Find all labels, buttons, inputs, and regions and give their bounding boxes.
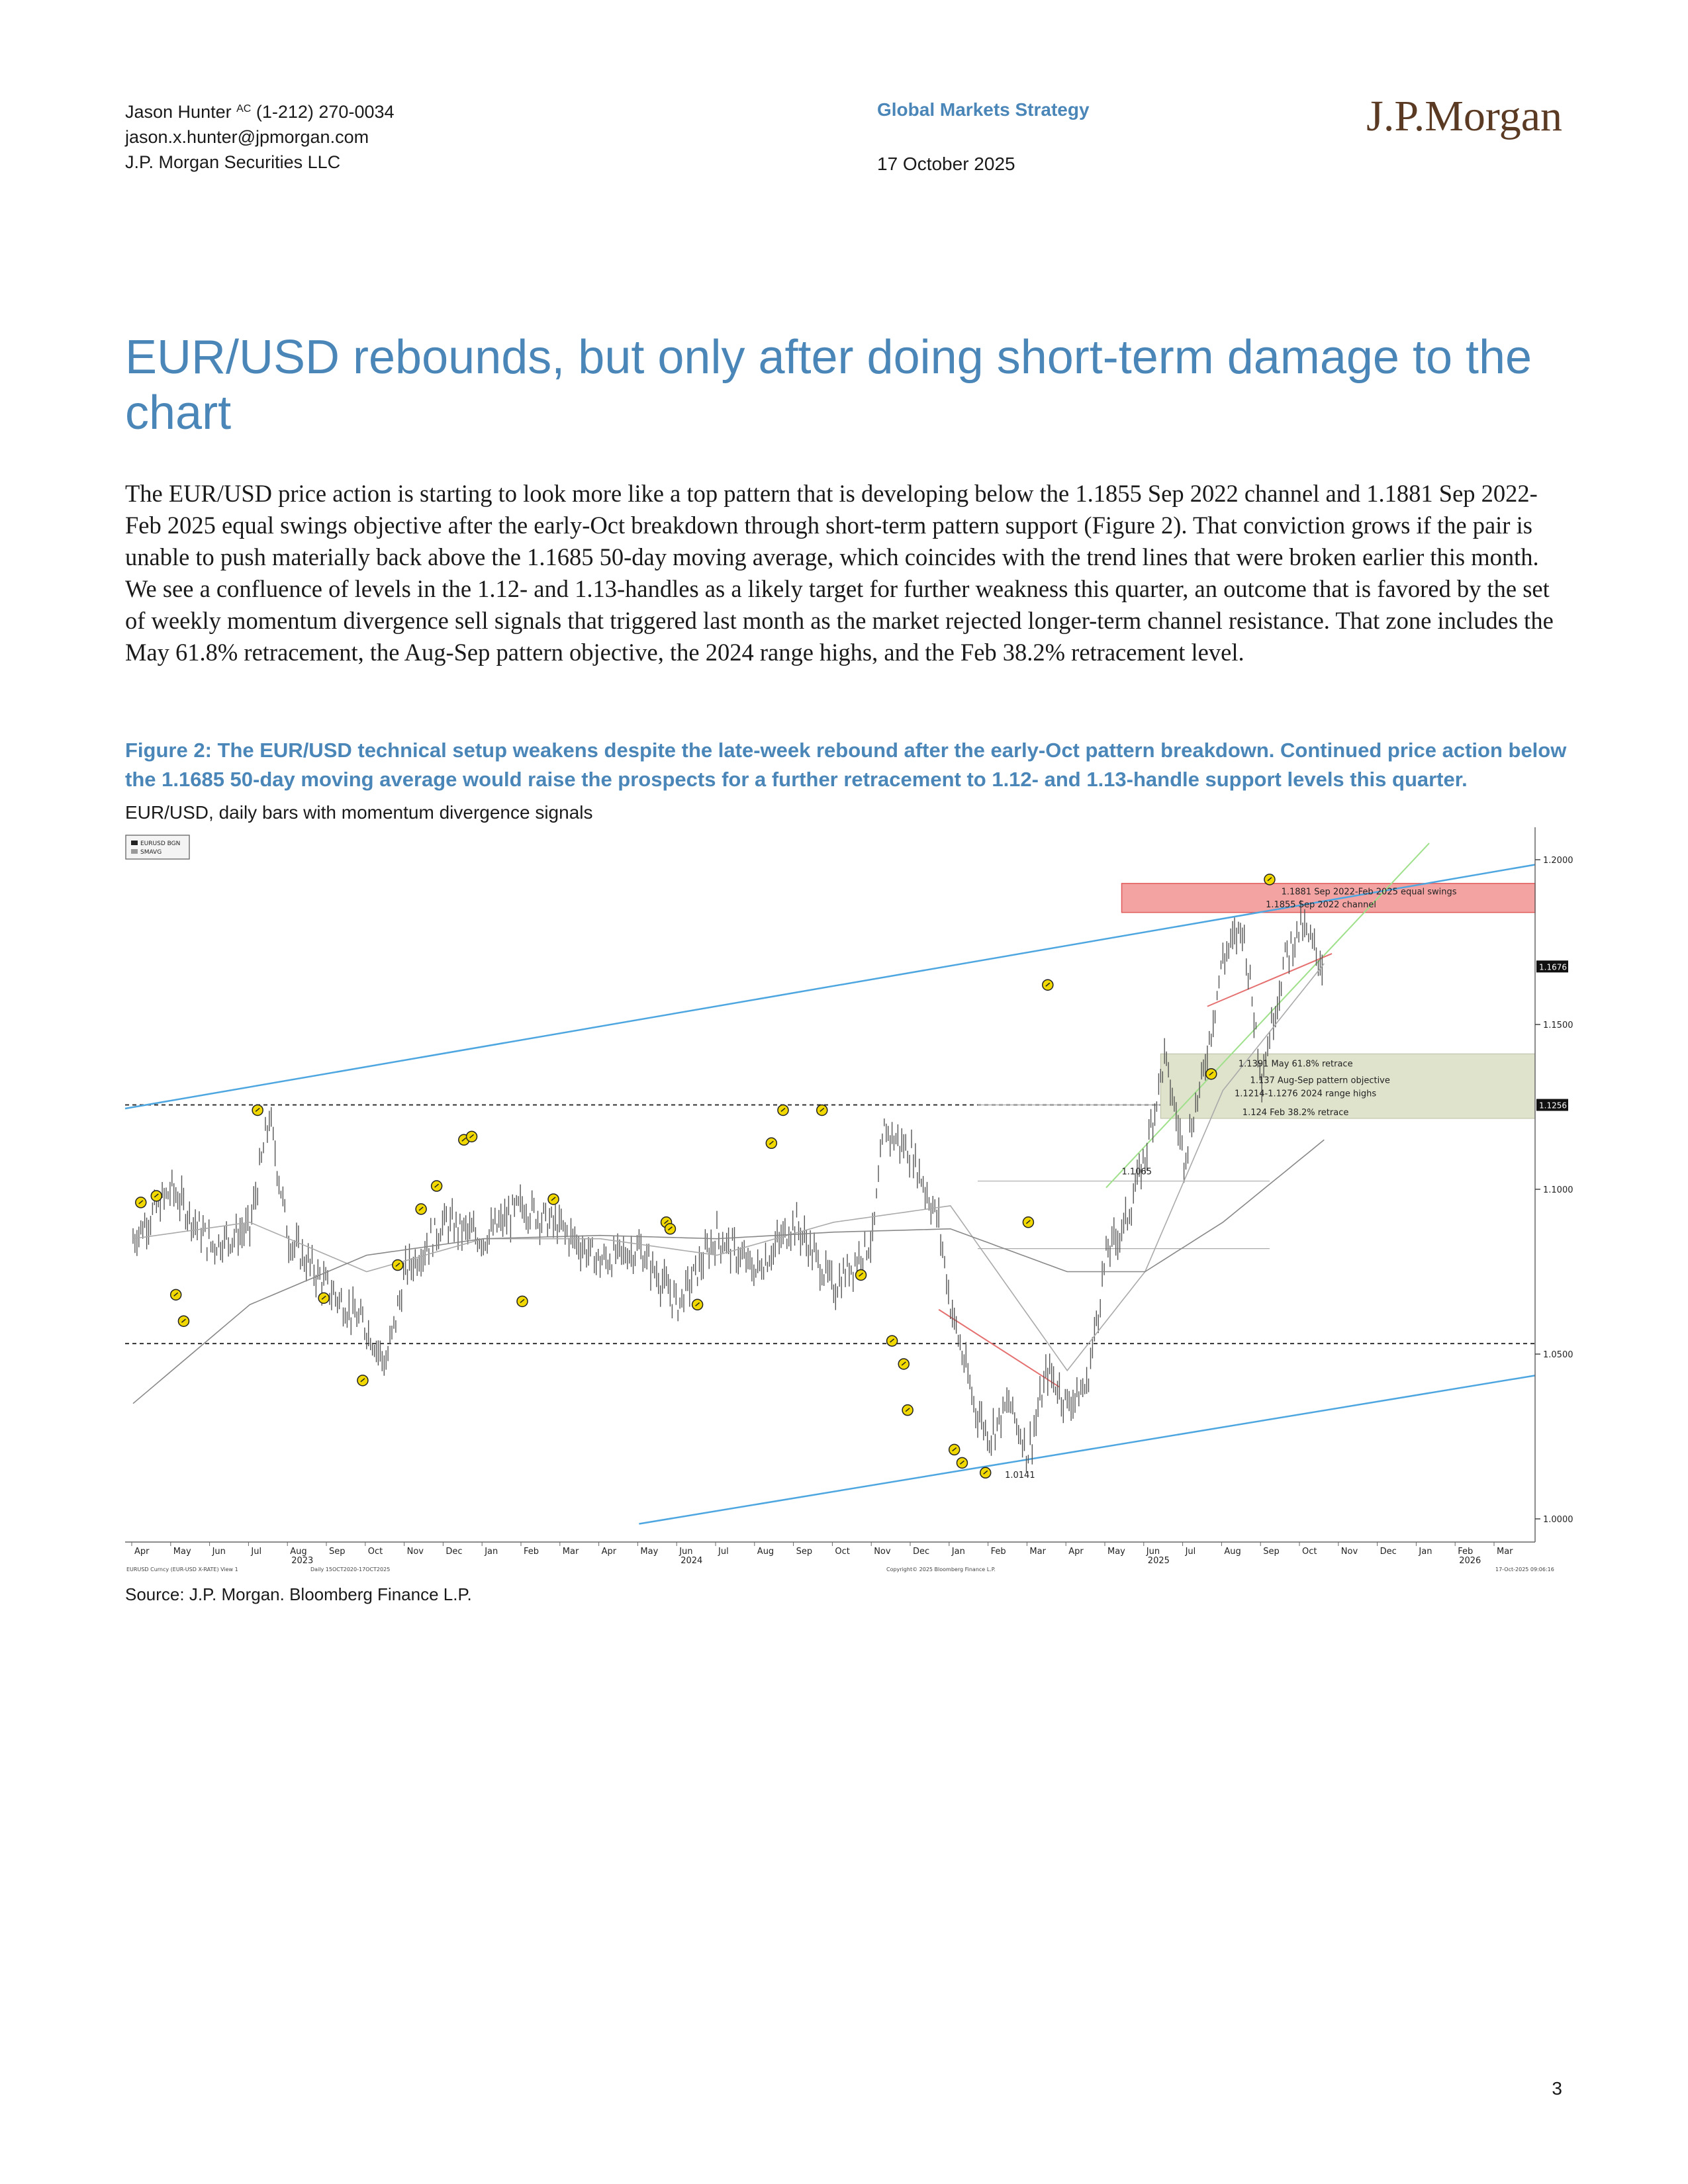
momentum-signal [151, 1191, 162, 1201]
x-tick-label: Jul [718, 1547, 729, 1557]
x-tick-label: Feb [990, 1547, 1006, 1557]
x-tick-label: Sep [796, 1547, 813, 1557]
x-tick-label: May [1107, 1547, 1125, 1557]
x-tick-label: Dec [445, 1547, 463, 1557]
momentum-signal [887, 1336, 898, 1346]
momentum-signal [856, 1269, 867, 1280]
momentum-signal [467, 1131, 477, 1142]
momentum-signal [357, 1375, 368, 1386]
x-tick-label: Aug [757, 1547, 774, 1557]
x-tick-label: Feb [524, 1547, 539, 1557]
x-tick-label: Jan [485, 1547, 498, 1557]
x-tick-label: Dec [1380, 1547, 1397, 1557]
x-tick-label: Oct [367, 1547, 383, 1557]
page-number: 3 [1552, 2078, 1562, 2099]
momentum-signal [898, 1359, 909, 1369]
y-tick-label: 1.0500 [1543, 1350, 1573, 1360]
x-tick-label: Nov [874, 1547, 891, 1557]
section-name: Global Markets Strategy [877, 99, 1090, 120]
x-tick-label: Mar [1497, 1547, 1513, 1557]
momentum-signal [393, 1260, 403, 1271]
price-tag [1536, 1099, 1568, 1111]
eurusd-chart [125, 827, 1573, 1572]
x-tick-label: May [640, 1547, 659, 1557]
momentum-signal [1023, 1217, 1033, 1228]
momentum-signal [778, 1105, 788, 1115]
year-label: 2023 [291, 1556, 314, 1566]
report-date: 17 October 2025 [877, 154, 1015, 174]
level-label: 1.137 Aug-Sep pattern objective [1250, 1075, 1390, 1086]
x-tick-label: Aug [290, 1547, 307, 1557]
author-phone: (1-212) 270-0034 [256, 102, 395, 122]
footer-timestamp: 17-Oct-2025 09:06:16 [1495, 1567, 1554, 1572]
x-tick-label: Mar [1029, 1547, 1046, 1557]
level-label: 1.1881 Sep 2022-Feb 2025 equal swings [1281, 887, 1457, 897]
y-tick-label: 1.1500 [1543, 1021, 1573, 1030]
price-tag-text: 1.1256 [1539, 1101, 1567, 1111]
figure-subtitle: EUR/USD, daily bars with momentum divergence signals [125, 802, 593, 823]
price-tag-text: 1.1676 [1539, 962, 1567, 972]
y-tick-label: 1.1000 [1543, 1185, 1573, 1195]
author-firm: J.P. Morgan Securities LLC [125, 152, 341, 172]
x-tick-label: Jul [251, 1547, 262, 1557]
footer-range: Daily 15OCT2020-17OCT2025 [310, 1567, 391, 1572]
momentum-signal [957, 1457, 967, 1468]
momentum-signal [949, 1444, 960, 1455]
figure-caption: Figure 2: The EUR/USD technical setup weakens despite the late-week rebound after the early-Oct pattern breakdown. Continued price action below the 1.1685 50-day moving average would raise the prospects for a further retracement to 1.12- and 1.13-handle support levels this quarter. [125, 739, 1567, 791]
momentum-signal [318, 1293, 329, 1303]
momentum-signal [817, 1105, 827, 1115]
author-block [125, 99, 395, 175]
x-tick-label: Mar [562, 1547, 579, 1557]
momentum-signal [252, 1105, 263, 1115]
x-tick-label: Nov [1340, 1547, 1358, 1557]
level-label: 1.1065 [1121, 1167, 1152, 1177]
momentum-signal [692, 1299, 703, 1310]
x-tick-label: Jan [951, 1547, 965, 1557]
year-label: 2024 [680, 1556, 703, 1566]
momentum-signal [178, 1316, 189, 1326]
jpmorgan-logo: J.P.Morgan [1366, 92, 1562, 140]
level-label: 1.1855 Sep 2022 channel [1266, 900, 1377, 911]
x-tick-label: Sep [329, 1547, 346, 1557]
momentum-signal [1206, 1069, 1217, 1079]
figure-source: Source: J.P. Morgan. Bloomberg Finance L.P. [125, 1584, 472, 1604]
x-tick-label: Jul [1185, 1547, 1196, 1557]
level-label: 1.0141 [1005, 1470, 1035, 1480]
momentum-signal [432, 1181, 442, 1191]
level-label: 1.1214-1.1276 2024 range highs [1235, 1089, 1377, 1099]
y-tick-label: 1.2000 [1543, 856, 1573, 866]
momentum-signal [416, 1204, 426, 1214]
level-label: 1.1391 May 61.8% retrace [1238, 1059, 1353, 1069]
author-superscript: AC [236, 103, 252, 114]
x-tick-label: Jun [212, 1547, 226, 1557]
x-tick-label: Aug [1224, 1547, 1241, 1557]
author-email-link[interactable]: jason.x.hunter@jpmorgan.com [125, 127, 369, 147]
momentum-signal [171, 1289, 181, 1300]
level-label: 1.124 Feb 38.2% retrace [1242, 1107, 1349, 1118]
x-tick-label: Sep [1263, 1547, 1280, 1557]
legend-eurusd: EURUSD BGN [140, 841, 181, 847]
year-label: 2025 [1147, 1556, 1170, 1566]
x-tick-label: Oct [835, 1547, 850, 1557]
article-title: EUR/USD rebounds, but only after doing short-term damage to the chart [125, 331, 1532, 439]
x-tick-label: Jan [1419, 1547, 1432, 1557]
x-tick-label: Feb [1458, 1547, 1474, 1557]
footer-ticker: EURUSD Curncy (EUR-USD X-RATE) View 1 [126, 1567, 238, 1572]
x-tick-label: Apr [134, 1547, 150, 1557]
legend-smavg: SMAVG [140, 849, 162, 856]
momentum-signal [1043, 979, 1053, 990]
momentum-signal [766, 1138, 776, 1148]
x-tick-label: Dec [913, 1547, 930, 1557]
price-tag [1536, 960, 1568, 972]
momentum-signal [517, 1296, 528, 1306]
x-tick-label: Jun [679, 1547, 693, 1557]
author-name: Jason Hunter [125, 102, 232, 122]
x-tick-label: Oct [1302, 1547, 1317, 1557]
x-tick-label: Apr [1068, 1547, 1084, 1557]
year-label: 2026 [1459, 1556, 1481, 1566]
x-tick-label: Jun [1146, 1547, 1160, 1557]
momentum-signal [136, 1197, 146, 1208]
momentum-signal [665, 1224, 675, 1234]
article-body: The EUR/USD price action is starting to look more like a top pattern that is developing below the 1.1855 Sep 2022 channel and 1.1881 Sep 2022-Feb 2025 equal swings objective after the early-Oct breakdown through short-term pattern support (Figure 2). That conviction grows if the pair is unable to push materially back above the 1.1685 50-day moving average, which coincides with the trend lines that were broken earlier this month. We see a confluence of levels in the 1.12- and 1.13-handles as a likely target for further weakness this quarter, an outcome that is favored by the set of weekly momentum divergence sell signals that triggered last month as the market rejected longer-term channel resistance. That zone includes the May 61.8% retracement, the Aug-Sep pattern objective, the 2024 range highs, and the Feb 38.2% retracement level. [125, 480, 1554, 666]
y-tick-label: 1.0000 [1543, 1515, 1573, 1525]
momentum-signal [980, 1467, 991, 1478]
momentum-signal [548, 1194, 559, 1205]
chart-legend [126, 835, 189, 859]
x-tick-label: May [173, 1547, 191, 1557]
momentum-signal [1264, 874, 1275, 885]
momentum-signal [902, 1405, 913, 1416]
x-tick-label: Apr [601, 1547, 617, 1557]
chart-svg [125, 827, 1573, 1572]
x-tick-label: Nov [406, 1547, 424, 1557]
footer-copyright: Copyright© 2025 Bloomberg Finance L.P. [886, 1567, 996, 1572]
